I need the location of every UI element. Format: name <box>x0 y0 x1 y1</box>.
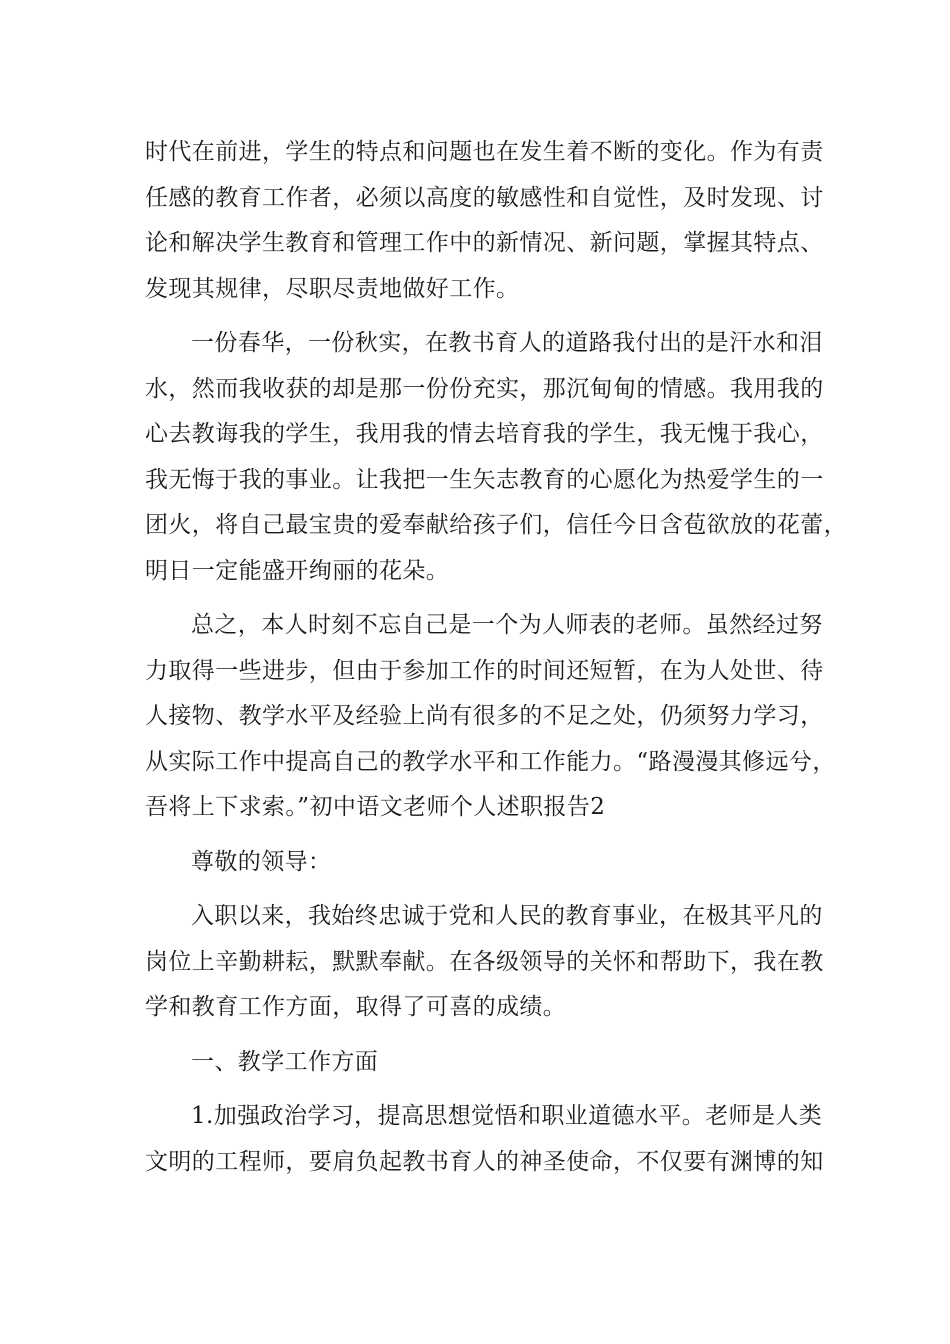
text-line: 岗位上辛勤耕耘，默默奉献。在各级领导的关怀和帮助下，我在教 <box>145 948 824 975</box>
paragraph-4 <box>145 894 824 1031</box>
text-line: 一、教学工作方面 <box>191 1048 379 1075</box>
text-line: 尊敬的领导： <box>191 848 332 875</box>
text-line: 入职以来，我始终忠诚于党和人民的教育事业，在极其平凡的 <box>191 903 823 929</box>
text-line: 团火，将自己最宝贵的爱奉献给孩子们，信任今日含苞欲放的花蕾， <box>145 512 847 538</box>
paragraph-2 <box>145 321 847 594</box>
text-line: 任感的教育工作者，必须以高度的敏感性和自觉性，及时发现、讨 <box>145 184 824 211</box>
text-line: 一份春华，一份秋实，在教书育人的道路我付出的是汗水和泪 <box>191 330 823 356</box>
text-line: 论和解决学生教育和管理工作中的新情况、新问题，掌握其特点、 <box>145 230 824 256</box>
salutation <box>145 840 815 886</box>
paragraph-3 <box>145 603 836 831</box>
paragraph-1 <box>145 130 824 312</box>
paragraph-5 <box>145 1094 824 1185</box>
text-line: 明日一定能盛开绚丽的花朵。 <box>145 557 450 584</box>
text-line: 我无悔于我的事业。让我把一生矢志教育的心愿化为热爱学生的一 <box>145 466 824 493</box>
section-heading <box>145 1040 815 1086</box>
text-line: 文明的工程师，要肩负起教书育人的神圣使命，不仅要有渊博的知 <box>145 1148 824 1175</box>
text-line: 心去教诲我的学生，我用我的情去培育我的学生，我无愧于我心， <box>145 421 824 447</box>
text-line: 学和教育工作方面，取得了可喜的成绩。 <box>145 994 567 1020</box>
document-body <box>145 130 847 1185</box>
text-line: 力取得一些进步，但由于参加工作的时间还短暂，在为人处世、待 <box>145 657 824 684</box>
text-line: 吾将上下求索。”初中语文老师个人述职报告2 <box>145 794 606 820</box>
text-line: 发现其规律，尽职尽责地做好工作。 <box>145 275 520 302</box>
text-line: 人接物、教学水平及经验上尚有很多的不足之处，仍须努力学习， <box>145 703 824 729</box>
text-line: 从实际工作中提高自己的教学水平和工作能力。“路漫漫其修远兮， <box>145 748 836 775</box>
text-line: 1.加强政治学习，提高思想觉悟和职业道德水平。老师是人类 <box>191 1103 823 1129</box>
text-line: 水，然而我收获的却是那一份份充实，那沉甸甸的情感。我用我的 <box>145 375 824 402</box>
text-line: 时代在前进，学生的特点和问题也在发生着不断的变化。作为有责 <box>145 139 824 165</box>
text-line: 总之，本人时刻不忘自己是一个为人师表的老师。虽然经过努 <box>191 612 823 638</box>
